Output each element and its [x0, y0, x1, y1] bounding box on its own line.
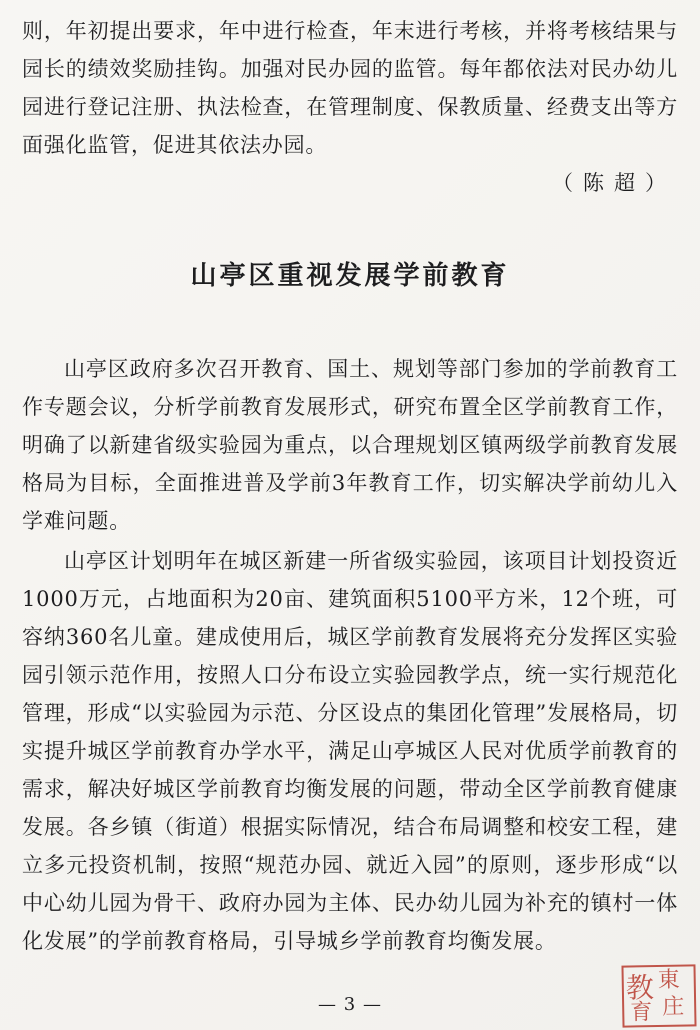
author-credit: （陈超） — [552, 171, 676, 195]
seal-stamp — [621, 964, 696, 1027]
body-paragraph-2: 山亭区计划明年在城区新建一所省级实验园，该项目计划投资近1000万元，占地面积为20亩、建筑面积5100平方米，12个班，可容纳360名儿童。建成使用后，城区学前教育发展将充分发挥区实验园引领示范作用，按照人口分布设立实验园教学点，统一实行规范化管理，形成“以实验园为示范、分区设点的集团化管理”发展格局，切实提升城区学前教育办学水平，满足山亭城区人民对优质学前教育的需求，解决好城区学前教育均衡发展的问题，带动全区学前教育健康发展。各乡镇（街道）根据实际情况，结合布局调整和校安工程，建立多元投资机制，按照“规范办园、就近入园”的原则，逐步形成“以中心幼儿园为骨干、政府办园为主体、民办幼儿园为补充的镇村一体化发展”的学前教育格局，引导城乡学前教育均衡发展。 — [22, 549, 678, 953]
seal-char-bottom-right: 庄 — [661, 994, 685, 1020]
lead-paragraph: 则，年初提出要求，年中进行检查，年末进行考核，并将考核结果与园长的绩效奖励挂钩。加强对民办园的监管。每年都依法对民办幼儿园进行登记注册、执法检查，在管理制度、保教质量、经费支出等方面强化监管，促进其依法办园。 — [22, 19, 678, 157]
page-number: — 3 — — [318, 994, 382, 1015]
body-paragraph-1: 山亭区政府多次召开教育、国土、规划等部门参加的学前教育工作专题会议，分析学前教育发展形式，研究布置全区学前教育工作，明确了以新建省级实验园为重点，以合理规划区镇两级学前教育发展格局为目标，全面推进普及学前3年教育工作，切实解决学前幼儿入学难问题。 — [22, 357, 678, 533]
article-content — [22, 12, 678, 960]
seal-char-top-right: 東 — [657, 967, 680, 994]
article-title: 山亭区重视发展学前教育 — [190, 261, 510, 291]
seal-char-top-left: 教 — [625, 971, 655, 1005]
seal-char-bottom-left: 育 — [630, 1000, 653, 1026]
